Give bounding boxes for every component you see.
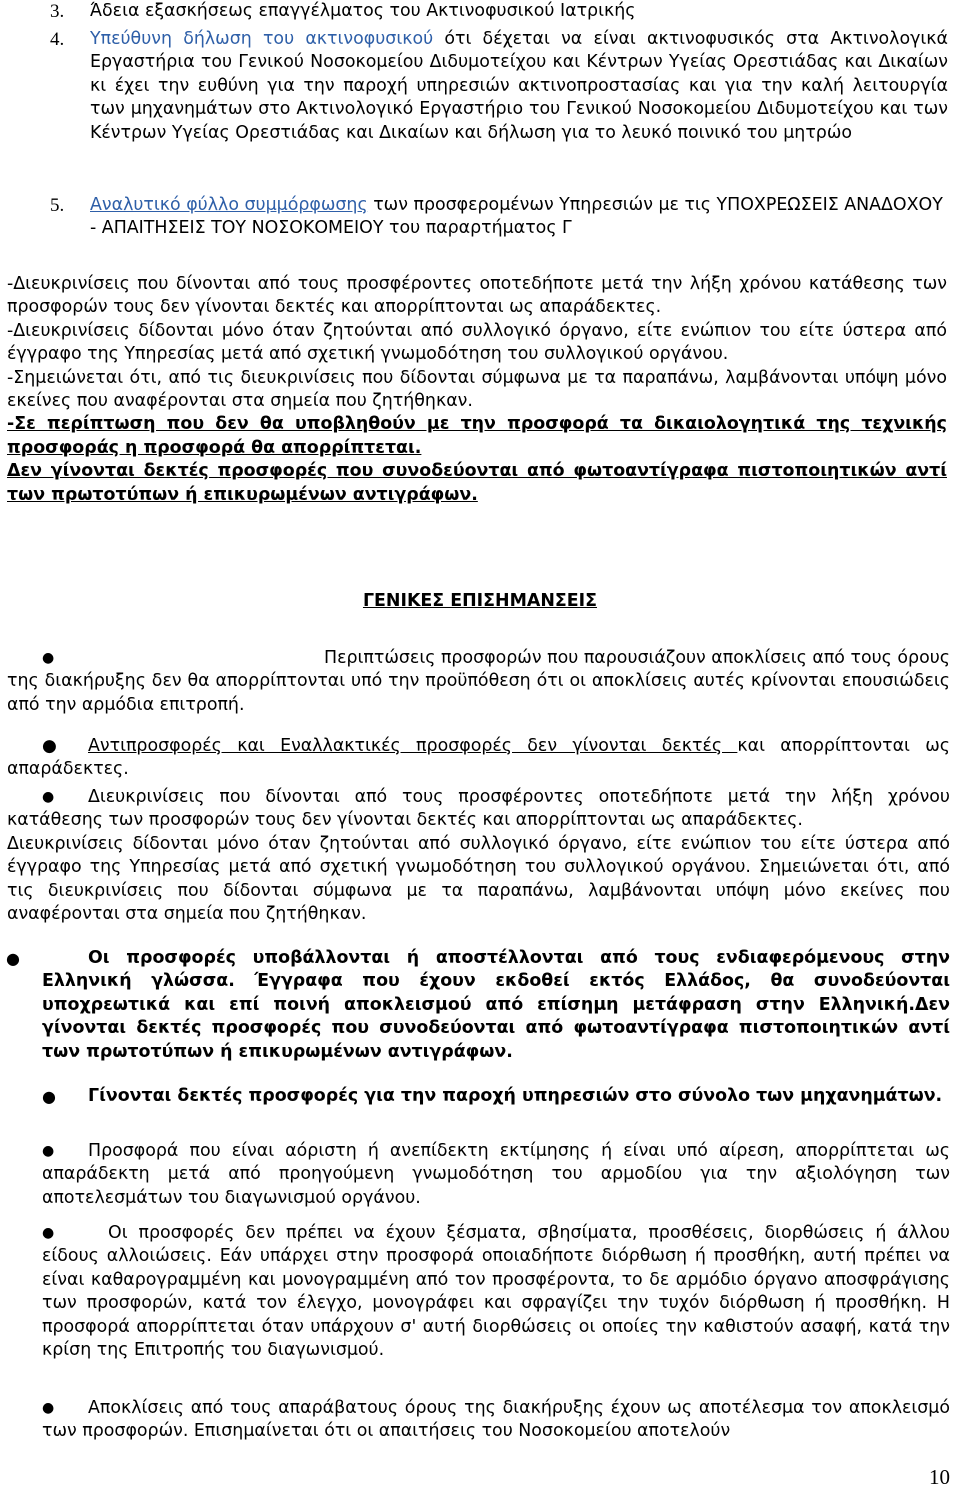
clarification-paragraph-1: -Διευκρινίσεις που δίνονται από τους προσφέροντες οποτεδήποτε μετά την λήξη χρόνου κατάθεσης των προσφορών τους δεν γίνονται δεκτές και απορρίπτονται ως απαράδεκτες. [7,274,947,318]
bullet-icon: ● [42,789,55,805]
clarification-paragraph-3: -Σημειώνεται ότι, από τις διευκρινίσεις που δίδονται σύμφωνα με τα παραπάνω, λαμβάνονται υπόψη μόνο εκείνες που αναφέρονται στα σημεία που ζητήθηκαν. [7,367,947,412]
bullet-item-8 [42,1397,950,1444]
clarification-paragraph-2: -Διευκρινίσεις δίδονται μόνο όταν ζητούνται από συλλογικό όργανο, είτε ενώπιον του είτε ύστερα από έγγραφο της Υπηρεσίας μετά από σχετική γνωμοδότηση του συλλογικού οργάνου. [7,320,947,365]
bullet-item-1 [7,647,950,717]
clarifications-section [7,273,947,507]
alternative-offers-text: Αντιπροσφορές και Εναλλακτικές προσφορές δεν γίνονται δεκτές [88,736,738,756]
bullet-text: Προσφορά που είναι αόριστη ή ανεπίδεκτη εκτίμησης ή είναι υπό αίρεση, απορρίπτεται ως απαράδεκτη μετά από προηγούμενη γνωμοδότηση του αρμοδίου για την αξιολόγηση των αποτελεσμάτων του διαγωνισμού οργάνου. [42,1141,950,1208]
declaration-link[interactable]: Υπεύθυνη δήλωση του ακτινοφυσικού [90,29,434,49]
bullet-text: Γίνονται δεκτές προσφορές για την παροχή υπηρεσιών στο σύνολο των μηχανημάτων. [88,1086,943,1106]
compliance-sheet-link[interactable]: Αναλυτικό φύλλο συμμόρφωσης [90,195,368,215]
list-number: 4. [50,29,65,50]
page-number: 10 [929,1465,950,1489]
bullet-text: Διευκρινίσεις που δίνονται από τους προσφέροντες οποτεδήποτε μετά την λήξη χρόνου κατάθεσης των προσφορών τους δεν γίνονται δεκτές και απορρίπτονται ως απαράδεκτες. [7,787,950,831]
bullet-text: Οι προσφορές δεν πρέπει να έχουν ξέσματα, σβησίματα, προσθέσεις, διορθώσεις ή άλλου είδους αλλοιώσεις. Εάν υπάρχει στην προσφορά οποιαδήποτε διόρθωση ή προσθήκη, αυτή πρέπει να είναι καθαρογραμμένη και μονογραμμένη από τον προσφέροντα, το δε αρμόδιο όργανο αποσφράγισης των προσφορών, κατά τον έλεγχο, μονογράφει και σφραγίζει την τυχόν διόρθωση ή προσθήκη. Η προσφορά απορρίπτεται όταν υπάρχουν σ' αυτή διορθώσεις οι οποίες την καθιστούν ασαφή, κατά την κρίση της Επιτροπής του διαγωνισμού. [42,1223,950,1361]
list-item-3 [8,0,948,23]
bullet-icon: ● [42,736,57,756]
list-item-4 [8,28,948,145]
bullet-icon: ● [42,1400,55,1416]
bullet-text: Περιπτώσεις προσφορών που παρουσιάζουν αποκλίσεις από τους όρους της διακήρυξης δεν θα απορρίπτονται υπό την προϋπόθεση ότι οι αποκλίσεις αυτές κρίνονται επουσιώδεις από την αρμόδια επιτροπή. [7,648,950,715]
list-item-text: των προσφερομένων Υπηρεσιών με τις ΥΠΟΧΡΕΩΣΕΙΣ ΑΝΑΔΟΧΟΥ - ΑΠΑΙΤΗΣΕΙΣ ΤΟΥ ΝΟΣΟΚΟΜΕΙΟΥ του παραρτήματος Γ [90,195,943,239]
bullet-icon: ● [6,949,20,968]
bullet-text-continued: Διευκρινίσεις δίδονται μόνο όταν ζητούνται από συλλογικό όργανο, είτε ενώπιον του είτε ύστερα από έγγραφο της Υπηρεσίας μετά από σχετική γνωμοδότηση του συλλογικού οργάνου. Σημειώνεται ότι, από τις διευκρινίσεις που δίδονται σύμφωνα με τα παραπάνω, λαμβάνονται υπόψη μόνο εκείνες που αναφέρονται στα σημεία που ζητήθηκαν. [7,833,950,925]
list-item-5 [8,194,948,241]
list-number: 3. [50,1,65,22]
bullet-text: και απορρίπτονται ως απαράδεκτες. [7,736,950,780]
bullet-item-7 [42,1222,950,1362]
bullet-item-6 [42,1140,950,1210]
bullet-item-5 [42,1085,950,1108]
bullet-text: Αποκλίσεις από τους απαράβατους όρους της διακήρυξης έχουν ως αποτέλεσμα τον αποκλεισμό των προσφορών. Επισημαίνεται ότι οι απαιτήσεις του Νοσοκομείου αποτελούν [42,1398,950,1442]
bullet-item-2 [7,735,950,782]
list-item-text: ότι δέχεται να είναι ακτινοφυσικός στα Ακτινολογικά Εργαστήρια του Γενικού Νοσοκομείου Διδυμοτείχου και Κέντρων Υγείας Ορεστιάδας και Δικαίων κι έχει την ευθύνη για την παροχή υπηρεσιών ακτινοπροστασίας και για την καλή λειτουργία των μηχανημάτων στο Ακτινολογικό Εργαστήριο του Γενικού Νοσοκομείου Διδυμοτείχου και των Κέντρων Υγείας Ορεστιάδας και Δικαίων και δήλωση για το λευκό ποινικό του μητρώο [90,29,948,143]
general-remarks-heading: ΓΕΝΙΚΕΣ ΕΠΙΣΗΜΑΝΣΕΙΣ [362,591,598,611]
bullet-icon: ● [42,650,55,666]
rejection-warning: -Σε περίπτωση που δεν θα υποβληθούν με την προσφορά τα δικαιολογητικά της τεχνικής προσφοράς η προσφορά θα απορρίπτεται. [7,414,947,458]
bullet-item-4 [6,947,950,1064]
bullet-icon: ● [42,1143,55,1159]
list-number: 5. [50,195,65,216]
photocopy-warning: Δεν γίνονται δεκτές προσφορές που συνοδεύονται από φωτοαντίγραφα πιστοποιητικών αντί των πρωτοτύπων ή επικυρωμένων αντιγράφων. [7,461,947,505]
list-item-text: Άδεια εξασκήσεως επαγγέλματος του Ακτινοφυσικού Ιατρικής [90,1,636,21]
bullet-item-3 [7,786,950,926]
bullet-text: Οι προσφορές υποβάλλονται ή αποστέλλονται από τους ενδιαφερόμενους στην Ελληνική γλώσσα. Έγγραφα που έχουν εκδοθεί εκτός Ελλάδος, θα συνοδεύονται υποχρεωτικά και επί ποινή αποκλεισμού από επίσημη μετάφραση στην Ελληνική.Δεν γίνονται δεκτές προσφορές που συνοδεύονται από φωτοαντίγραφα πιστοποιητικών αντί των πρωτοτύπων ή επικυρωμένων αντιγράφων. [42,948,950,1062]
bullet-icon: ● [42,1087,56,1106]
bullet-icon: ● [42,1225,55,1241]
